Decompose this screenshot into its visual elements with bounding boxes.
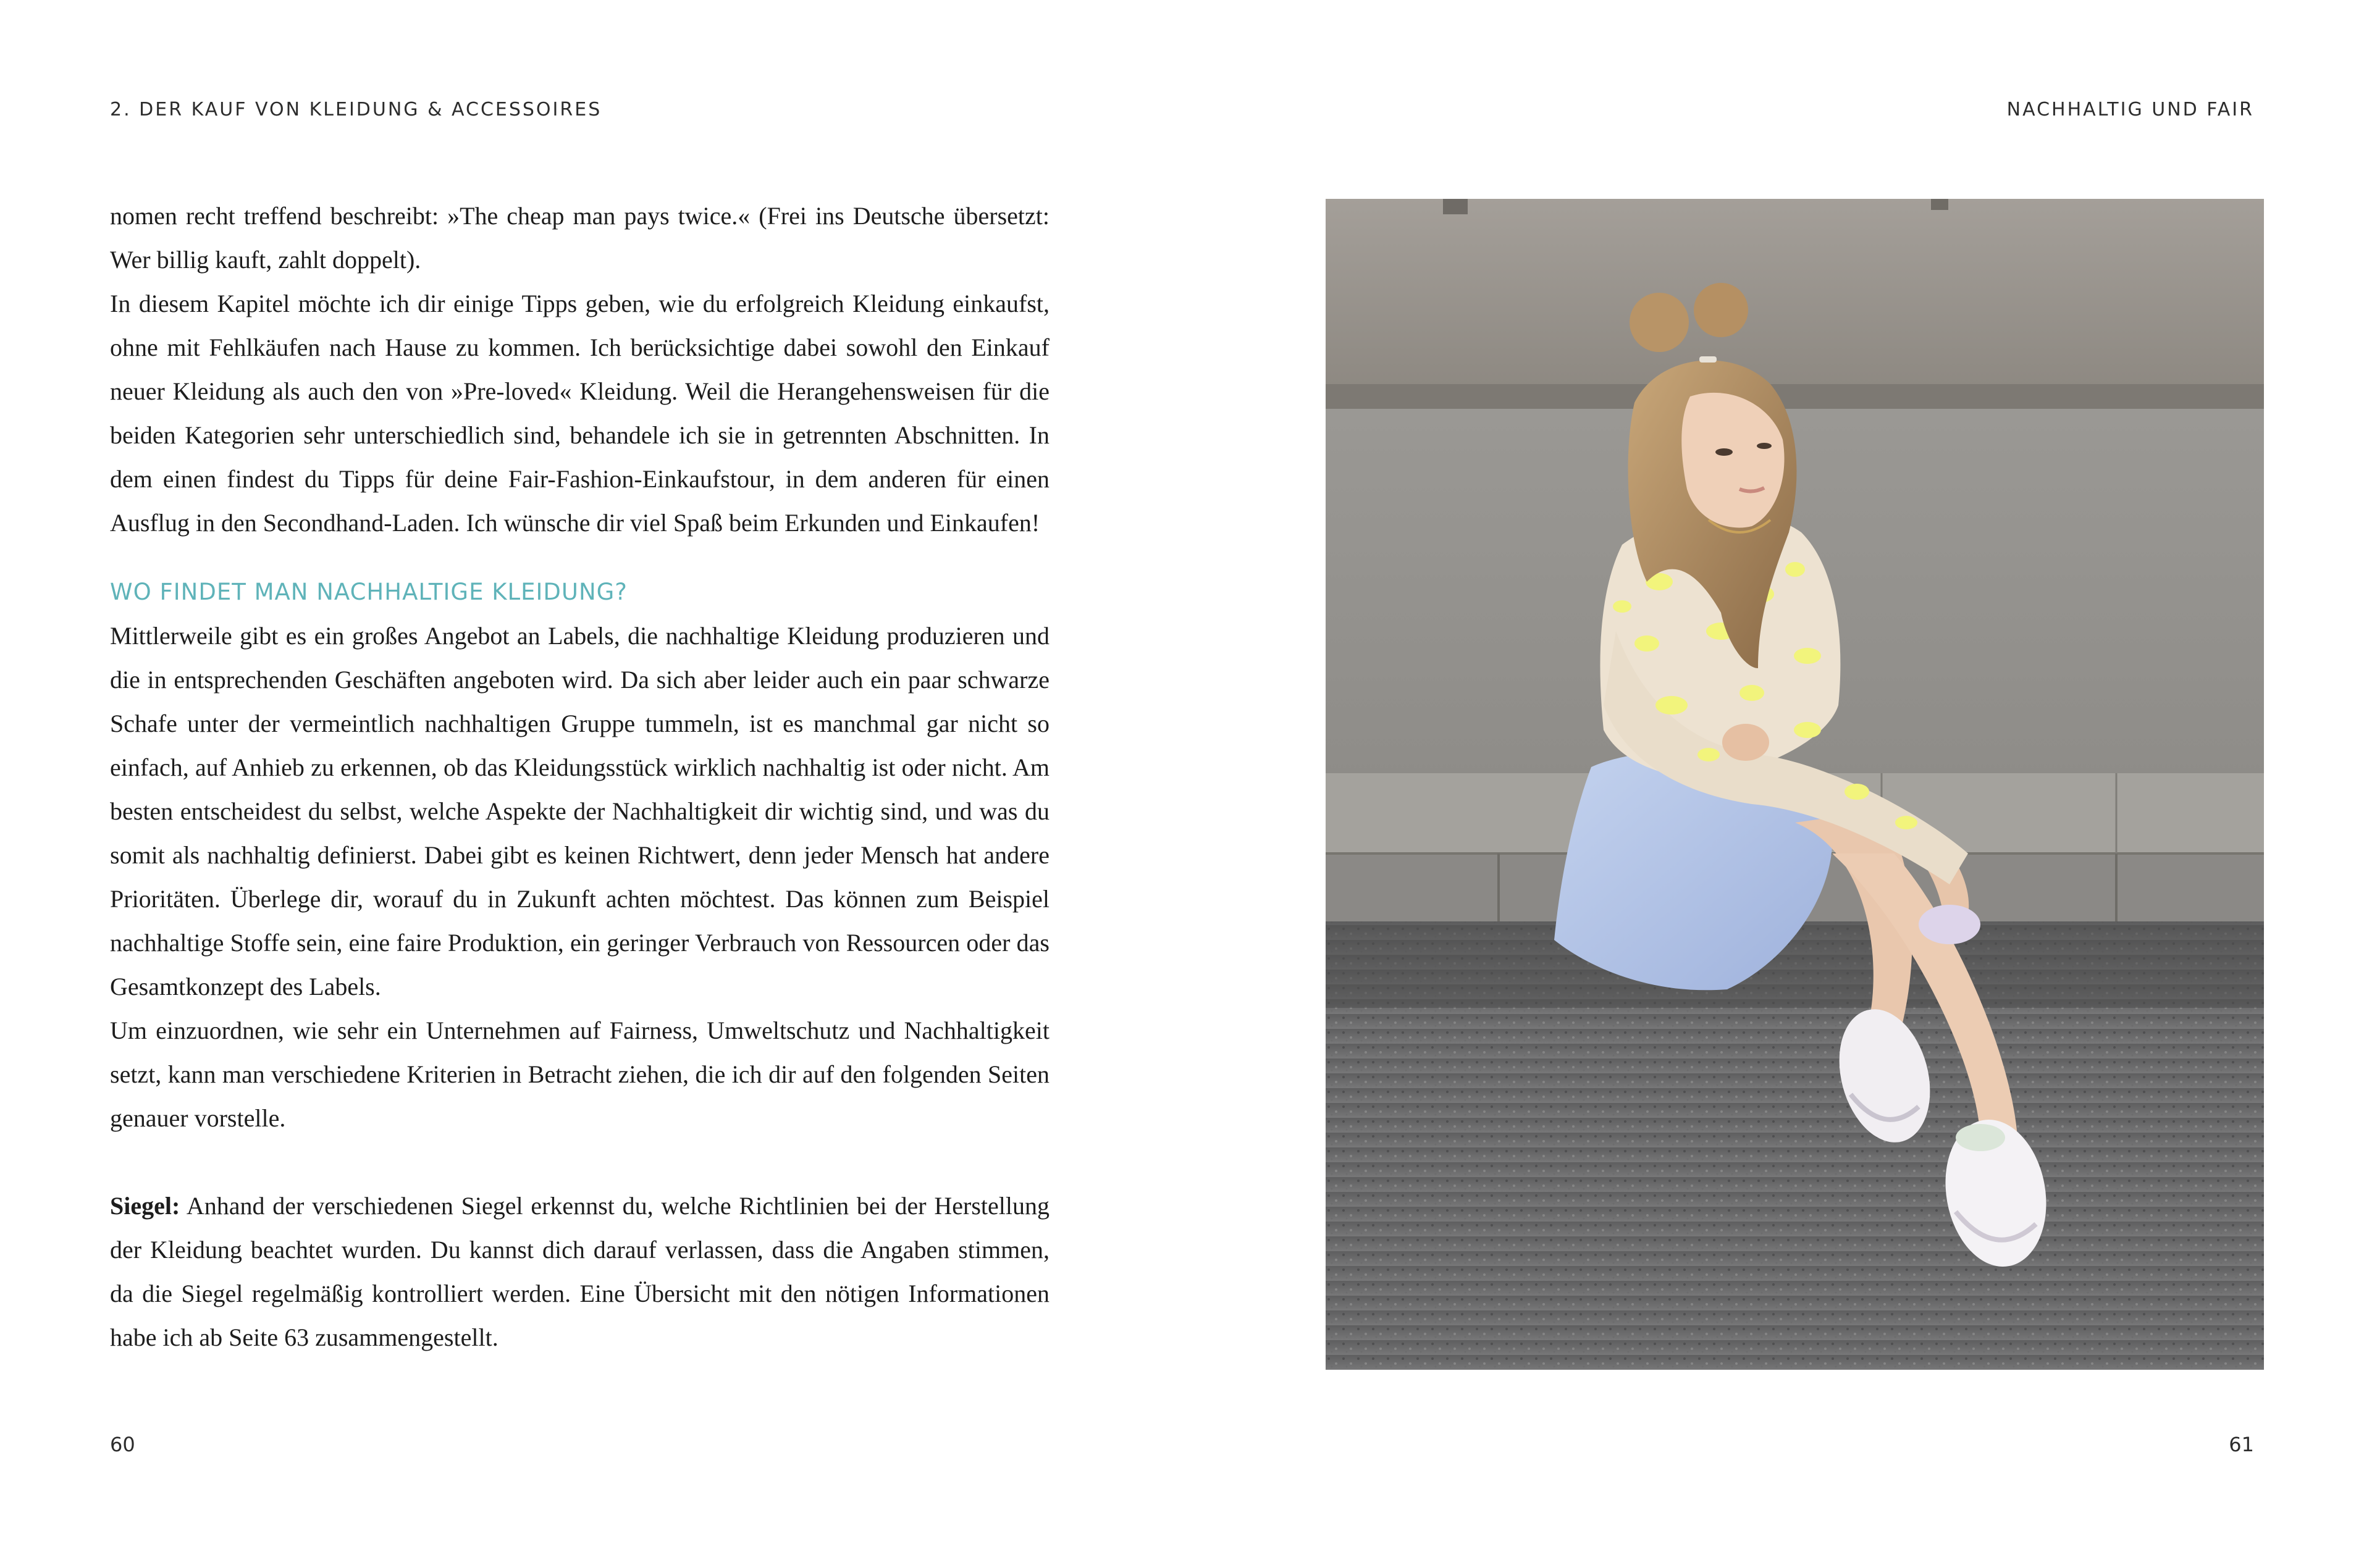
photo-woman-sitting-on-curb: [1326, 199, 2264, 1370]
siegel-text: Anhand der verschiedenen Siegel erkennst du, welche Richtlinien bei der Herstellung der Kleidung beachtet wurden. Du kannst dich darauf verlassen, dass die Angaben stimmen, da die Siegel regelmäßig kontrolliert werden. Eine Übersicht mit den nötigen Informationen habe ich ab Seite 63 zusammengestellt.: [110, 1192, 1049, 1351]
section-heading: WO FINDET MAN NACHHALTIGE KLEIDUNG?: [110, 579, 628, 605]
paragraph-siegel: [110, 1184, 1049, 1359]
page-number-left: 60: [110, 1433, 135, 1456]
right-page: [1182, 0, 2364, 1568]
siegel-label: Siegel:: [110, 1192, 180, 1220]
running-head-left: 2. DER KAUF VON KLEIDUNG & ACCESSOIRES: [110, 99, 602, 120]
paragraph-main-2: Um einzuordnen, wie sehr ein Unternehmen auf Fairness, Umweltschutz und Nachhaltigkeit setzt, kann man verschiedene Kriterien in Betracht ziehen, die ich dir auf den folgenden Seiten genauer vorstelle.: [110, 1017, 1049, 1132]
paragraph-spacer: [110, 1140, 1049, 1184]
page-number-right: 61: [2229, 1433, 2254, 1456]
body-text: [110, 194, 1049, 1359]
paragraph-intro-1: nomen recht treffend beschreibt: »The cheap man pays twice.« (Frei ins Deutsche übersetzt: Wer billig kauft, zahlt doppelt).: [110, 202, 1049, 274]
paragraph-intro-2: In diesem Kapitel möchte ich dir einige Tipps geben, wie du erfolgreich Kleidung einkaufst, ohne mit Fehlkäufen nach Hause zu kommen. Ich berücksichtige dabei sowohl den Einkauf neuer Kleidung als auch den von »Pre-loved« Kleidung. Weil die Herangehensweisen für die beiden Kategorien sehr unterschiedlich sind, behandele ich sie in getrennten Abschnitten. In dem einen findest du Tipps für deine Fair-Fashion-Einkaufstour, in dem anderen für einen Ausflug in den Secondhand-Laden. Ich wünsche dir viel Spaß beim Erkunden und Einkaufen!: [110, 290, 1049, 537]
running-head-right: NACHHALTIG UND FAIR: [2006, 99, 2254, 120]
paragraph-main-1: Mittlerweile gibt es ein großes Angebot an Labels, die nachhaltige Kleidung produzieren und die in entsprechenden Geschäften angeboten wird. Da sich aber leider auch ein paar schwarze Schafe unter der vermeintlich nachhaltigen Gruppe tummeln, ist es manchmal gar nicht so einfach, auf Anhieb zu erkennen, ob das Kleidungsstück wirklich nachhaltig ist oder nicht. Am besten entscheidest du selbst, welche Aspekte der Nachhaltigkeit dir wichtig sind, und was du somit als nachhaltig definierst. Dabei gibt es keinen Richtwert, denn jeder Mensch hat andere Prioritäten. Überlege dir, worauf du in Zukunft achten möchtest. Das können zum Beispiel nachhaltige Stoffe sein, eine faire Produktion, ein geringer Verbrauch von Ressourcen oder das Gesamtkonzept des Labels.: [110, 622, 1049, 1000]
